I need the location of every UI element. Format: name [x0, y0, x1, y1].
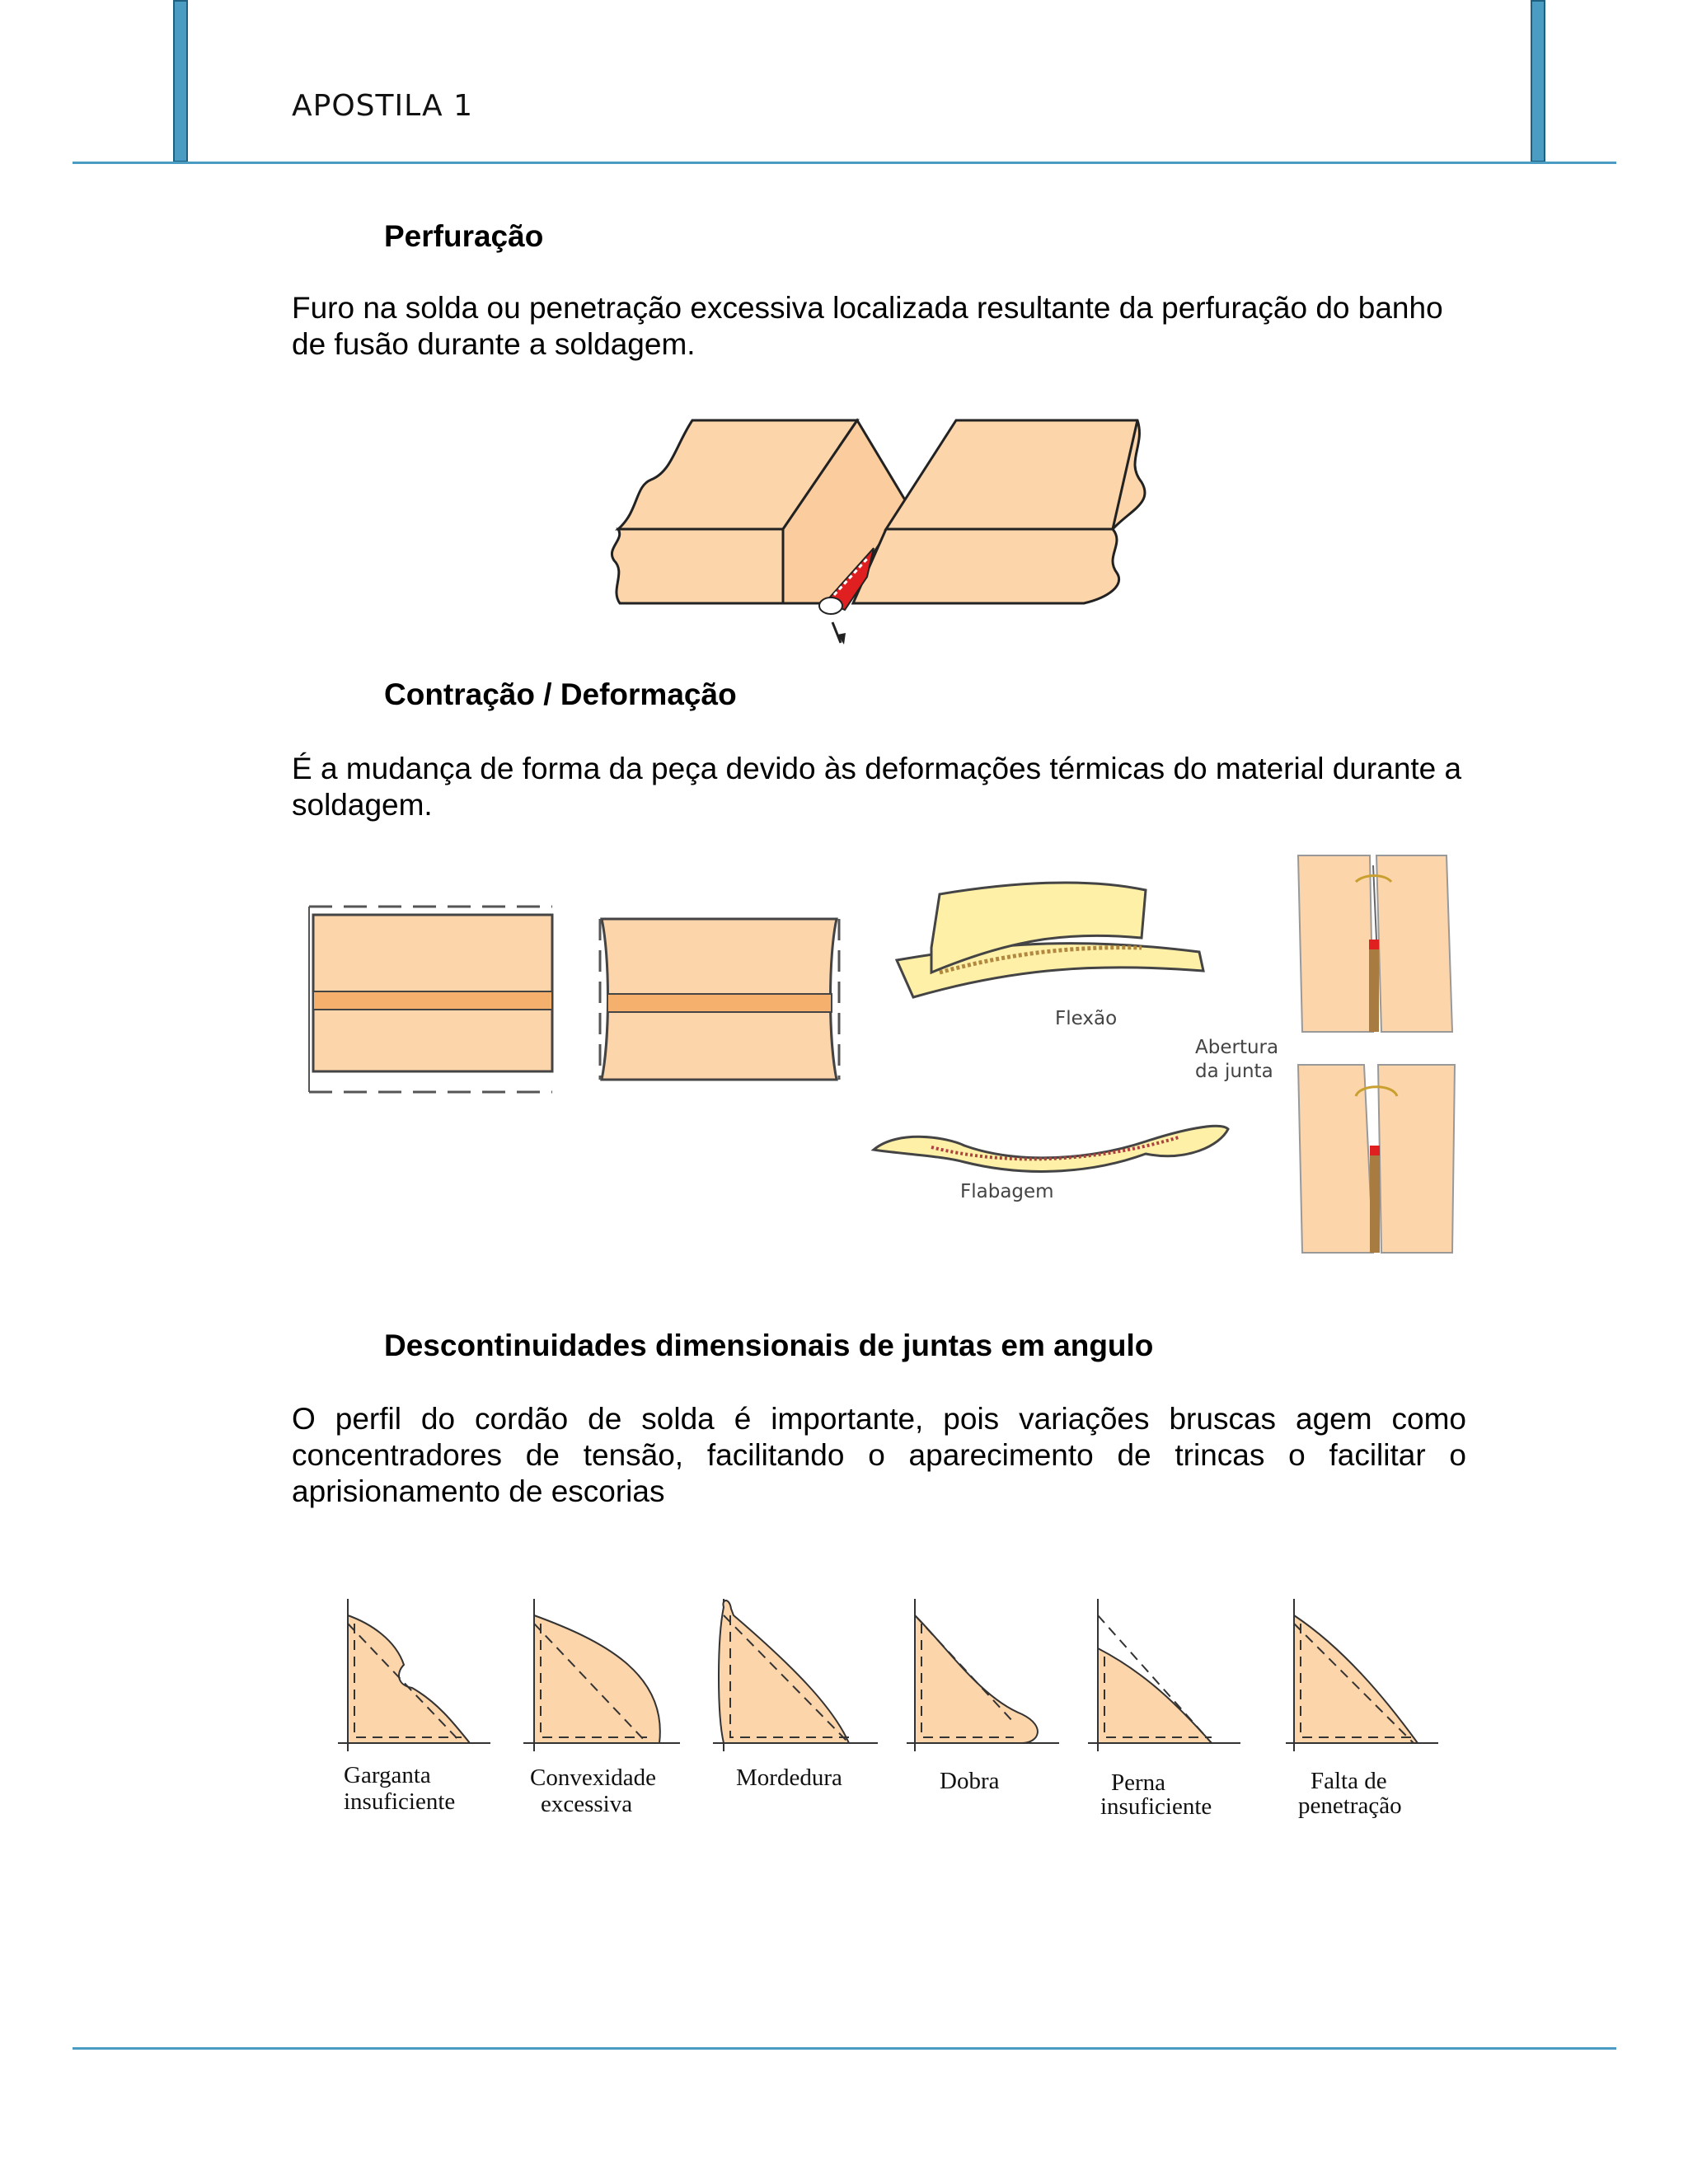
label-penetracao: penetração [1298, 1793, 1402, 1819]
label-excessiva: excessiva [541, 1791, 633, 1817]
label-convexidade: Convexidade [530, 1765, 657, 1791]
label-abertura-1: Abertura [1195, 1037, 1279, 1058]
label-insuficiente-1: insuficiente [344, 1788, 456, 1815]
label-abertura-2: da junta [1195, 1061, 1273, 1082]
joint-opening-top [1298, 855, 1452, 1032]
label-flabagem: Flabagem [960, 1181, 1054, 1202]
section-heading-perfuracao: Perfuração [384, 219, 544, 253]
label-mordedura: Mordedura [736, 1765, 842, 1791]
label-flexao: Flexão [1055, 1008, 1118, 1029]
footer-rule [73, 2047, 1616, 2050]
section-text-contracao: É a mudança de forma da peça devido às deformações térmicas do material durante a soldagem. [292, 752, 1462, 822]
bending-tee-joint [897, 883, 1203, 997]
label-falta-de: Falta de [1311, 1768, 1387, 1794]
distortion-figure [305, 849, 1475, 1261]
transverse-shrinkage-plate [309, 907, 552, 1092]
fillet-weld-profiles-figure [330, 1591, 1451, 1830]
longitudinal-shrinkage-plate [600, 919, 839, 1080]
profile-falta-de-penetracao [1286, 1599, 1438, 1751]
profile-perna-insuficiente [1088, 1599, 1240, 1751]
buckling-strip [874, 1126, 1228, 1171]
profile-dobra [907, 1599, 1059, 1751]
profile-convexidade-excessiva [523, 1599, 680, 1751]
section-text-perfuracao: Furo na solda ou penetração excessiva localizada resultante da perfuração do banho de fusão durante a soldagem. [292, 291, 1443, 361]
joint-opening-bottom [1298, 1065, 1455, 1253]
section-text-descontinuidades: O perfil do cordão de solda é importante, pois variações bruscas agem como concentradores de tensão, facilitando o aparecimento de trincas o facilitar o aprisionamento de escorias [292, 1402, 1466, 1508]
label-garganta: Garganta [344, 1762, 431, 1788]
profile-garganta-insuficiente [338, 1599, 490, 1751]
label-dobra: Dobra [940, 1768, 1000, 1794]
right-header-bar [1531, 0, 1545, 162]
label-insuficiente-2: insuficiente [1100, 1793, 1212, 1820]
header-title: APOSTILA 1 [292, 89, 473, 123]
perforation-figure [610, 412, 1154, 651]
profile-mordedura [713, 1599, 878, 1751]
left-header-bar [173, 0, 188, 162]
section-heading-contracao: Contração / Deformação [384, 677, 737, 711]
header-rule [73, 162, 1616, 164]
section-heading-descontinuidades: Descontinuidades dimensionais de juntas em angulo [384, 1329, 1154, 1362]
label-perna: Perna [1111, 1769, 1166, 1796]
